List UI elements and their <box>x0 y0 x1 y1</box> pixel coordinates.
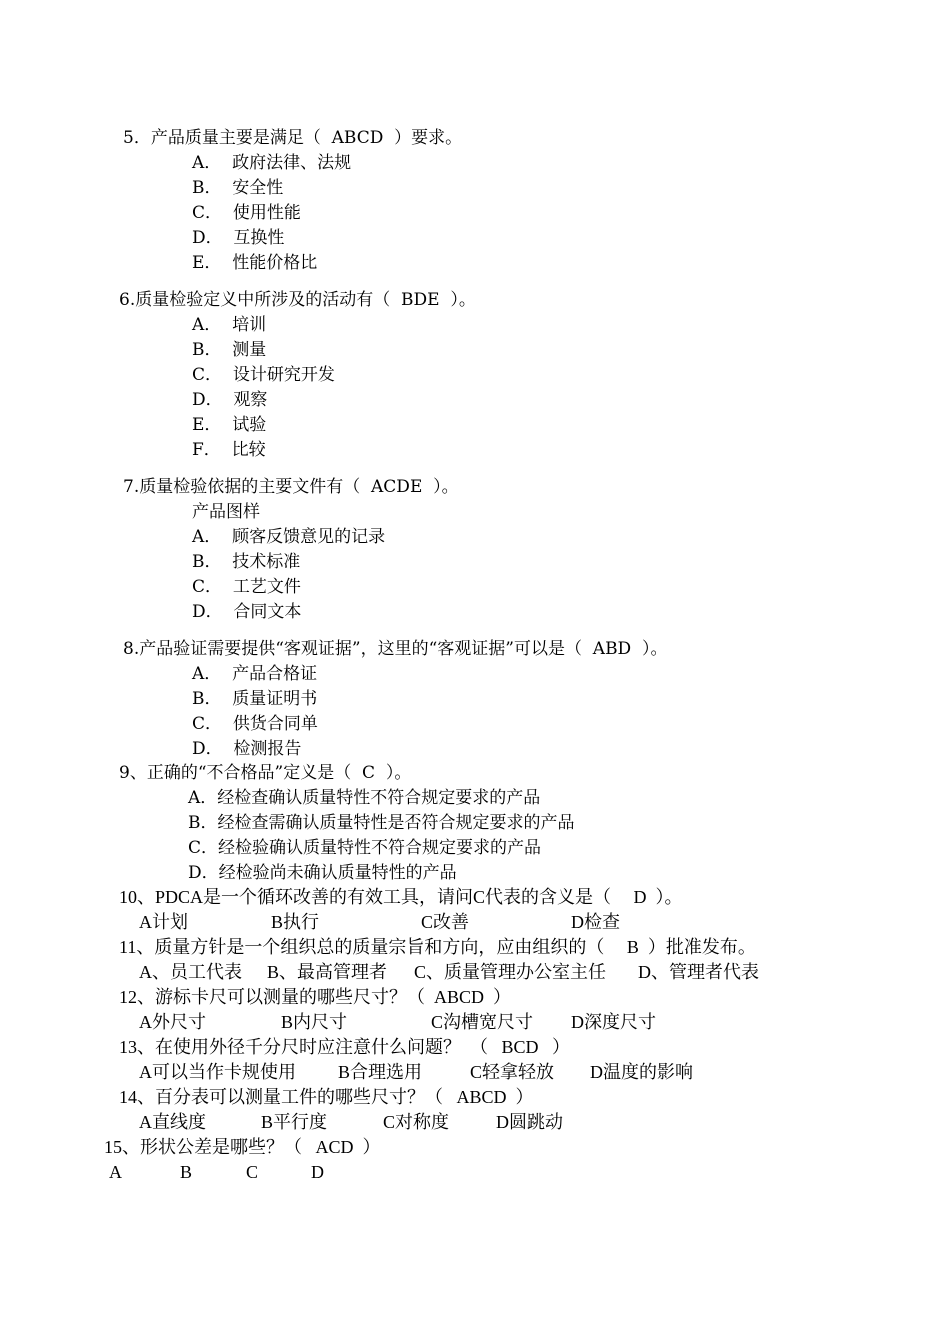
option: B合理选用 <box>338 1062 423 1082</box>
option: 产品图样 <box>192 502 260 522</box>
option: D．经检验尚未确认质量特性的产品 <box>188 863 457 883</box>
option: B． 安全性 <box>192 178 284 198</box>
option: B． 技术标准 <box>192 552 301 572</box>
option: A外尺寸 <box>139 1012 206 1032</box>
question-10: 10、PDCA是一个循环改善的有效工具，请问C代表的含义是（ D ）。 <box>119 887 683 907</box>
option: A． 政府法律、法规 <box>192 153 352 173</box>
option: D深度尺寸 <box>571 1012 656 1032</box>
option: D <box>311 1162 324 1182</box>
option: F． 比较 <box>192 440 266 460</box>
option: E． 试验 <box>192 415 267 435</box>
option: D． 检测报告 <box>192 739 302 759</box>
question-8: 8.产品验证需要提供“客观证据”，这里的“客观证据”可以是（ ABD ）。 <box>123 639 668 659</box>
option: A．经检查确认质量特性不符合规定要求的产品 <box>188 788 541 808</box>
option: B、最高管理者 <box>267 962 388 982</box>
option: C对称度 <box>383 1112 450 1132</box>
option: D． 观察 <box>192 390 268 410</box>
option: B内尺寸 <box>281 1012 348 1032</box>
option: B． 质量证明书 <box>192 689 318 709</box>
option: E． 性能价格比 <box>192 253 318 273</box>
question-6: 6.质量检验定义中所涉及的活动有（ BDE ）。 <box>119 290 476 310</box>
option: C轻拿轻放 <box>470 1062 555 1082</box>
option: B <box>180 1162 193 1182</box>
option: D检查 <box>571 912 620 932</box>
option: C． 使用性能 <box>192 203 301 223</box>
option: A． 顾客反馈意见的记录 <box>192 527 386 547</box>
option: B平行度 <box>261 1112 328 1132</box>
option: C． 供货合同单 <box>192 714 318 734</box>
option: A． 产品合格证 <box>192 664 318 684</box>
option: D圆跳动 <box>496 1112 563 1132</box>
option: D、管理者代表 <box>638 962 759 982</box>
question-15: 15、形状公差是哪些？（ ACD ） <box>104 1137 381 1157</box>
question-9: 9、正确的“不合格品”定义是（ C ）。 <box>119 763 412 783</box>
question-5: 5．产品质量主要是满足（ ABCD ）要求。 <box>123 128 463 148</box>
question-13: 13、在使用外径千分尺时应注意什么问题？ （ BCD ） <box>119 1037 571 1057</box>
option: A直线度 <box>139 1112 206 1132</box>
option: C． 设计研究开发 <box>192 365 335 385</box>
option: C．经检验确认质量特性不符合规定要求的产品 <box>188 838 542 858</box>
option: C改善 <box>421 912 470 932</box>
question-7: 7.质量检验依据的主要文件有（ ACDE ）。 <box>123 477 459 497</box>
question-14: 14、百分表可以测量工件的哪些尺寸？（ ABCD ） <box>119 1087 534 1107</box>
option: D． 合同文本 <box>192 602 302 622</box>
option: C沟槽宽尺寸 <box>431 1012 534 1032</box>
option: A <box>109 1162 122 1182</box>
option: D． 互换性 <box>192 228 285 248</box>
option: A可以当作卡规使用 <box>139 1062 296 1082</box>
question-12: 12、游标卡尺可以测量的哪些尺寸？（ ABCD ） <box>119 987 512 1007</box>
option: B．经检查需确认质量特性是否符合规定要求的产品 <box>188 813 575 833</box>
option: C． 工艺文件 <box>192 577 301 597</box>
option: B． 测量 <box>192 340 267 360</box>
option: A计划 <box>139 912 188 932</box>
option: A． 培训 <box>192 315 267 335</box>
option: C、质量管理办公室主任 <box>414 962 607 982</box>
question-11: 11、质量方针是一个组织总的质量宗旨和方向，应由组织的（ B ）批准发布。 <box>119 937 756 957</box>
option: B执行 <box>271 912 320 932</box>
option: A、员工代表 <box>139 962 242 982</box>
option: D温度的影响 <box>590 1062 693 1082</box>
option: C <box>246 1162 259 1182</box>
